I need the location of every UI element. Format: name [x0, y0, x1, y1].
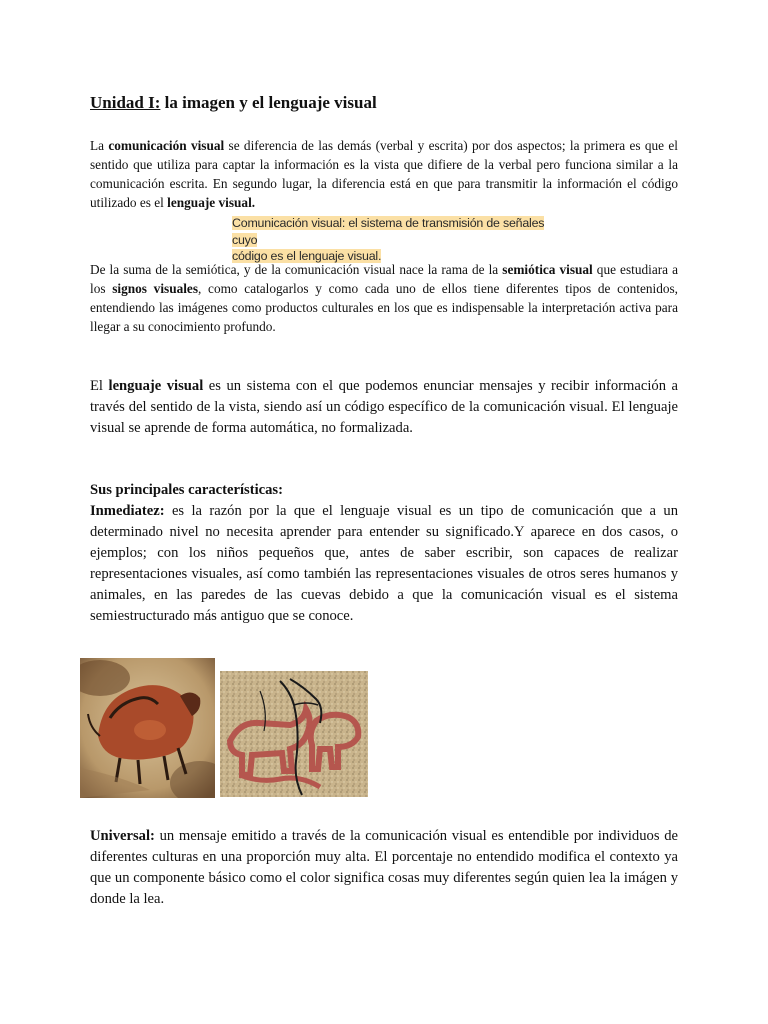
term-semiotica-visual: semiótica visual — [502, 262, 593, 277]
text-run: , como catalogarlos y como cada uno de ellos tiene diferentes tipos de contenidos, entendiendo las imágenes como productos culturales en los que es indispensable la interpretación activa para llegar a su conocimiento profundo. — [90, 281, 679, 334]
term-lenguaje-visual: lenguaje visual. — [167, 195, 256, 210]
characteristics-heading — [90, 480, 678, 501]
text-run: es un sistema con el que podemos enunciar mensajes y recibir información a través del sentido de la vista, siendo así un código específico de la comunicación visual. El lenguaje visual se aprende de forma automática, no formalizada. — [90, 378, 679, 436]
text-run: un mensaje emitido a través de la comunicación visual es entendible por individuos de diferentes culturas en una proporción muy alta. El porcentaje no entendido modifica el contexto ya que un componente básico como el color significa cosas muy diferentes según quien lea la imágen y donde la lea. — [90, 828, 678, 907]
universal-paragraph — [90, 826, 678, 910]
definition-line-2: código es el lenguaje visual. — [232, 249, 382, 263]
definition-line-1: Comunicación visual: el sistema de transmisión de señales cuyo — [232, 216, 545, 247]
term-lenguaje-visual: lenguaje visual — [108, 378, 204, 394]
text-run: El — [90, 378, 109, 394]
text-run: se diferencia de las demás (verbal y escrita) por dos aspectos; la primera es que el sentido que utiliza para captar la información es la vista que difiere de la verbal pero funciona similar a la comunicación escrita. En segundo lugar, la diferencia está en que para transmitir la información el código utilizado es el — [90, 138, 678, 210]
rock-art-figures-image — [220, 671, 368, 797]
universal-label: Universal: — [90, 828, 155, 844]
text-run: que estudiara a los — [90, 262, 679, 296]
immediacy-label: Inmediatez: — [90, 503, 165, 519]
semiotics-paragraph — [90, 260, 678, 336]
highlighted-definition — [232, 215, 552, 265]
text-run: es la razón por la que el lenguaje visual es un tipo de comunicación que a un determinado nivel no necesita aprender para entender su significado.Y aparece en dos casos, o ejemplos; con los niños pequeños que, antes de saber escribir, son capaces de realizar representaciones visuales, así como también las representaciones visuales de otros seres humanos y animales, en las paredes de las cuevas debido a que la comunicación visual es el sistema semiestructurado más antiguo que se conoce. — [90, 503, 678, 624]
term-signos-visuales: signos visuales — [112, 281, 199, 296]
visual-language-paragraph — [90, 376, 678, 439]
title-topic: la imagen y el lenguaje visual — [160, 93, 377, 112]
intro-paragraph — [90, 136, 678, 212]
unit-label: Unidad I: — [90, 93, 161, 112]
immediacy-paragraph — [90, 501, 678, 627]
page-title — [90, 93, 377, 113]
bison-cave-painting-image — [80, 658, 215, 798]
term-comunicacion-visual: comunicación visual — [108, 138, 225, 153]
text-run: La — [90, 138, 109, 153]
section-heading: Sus principales características: — [90, 482, 283, 498]
text-run: De la suma de la semiótica, y de la comunicación visual nace la rama de la — [90, 262, 503, 277]
